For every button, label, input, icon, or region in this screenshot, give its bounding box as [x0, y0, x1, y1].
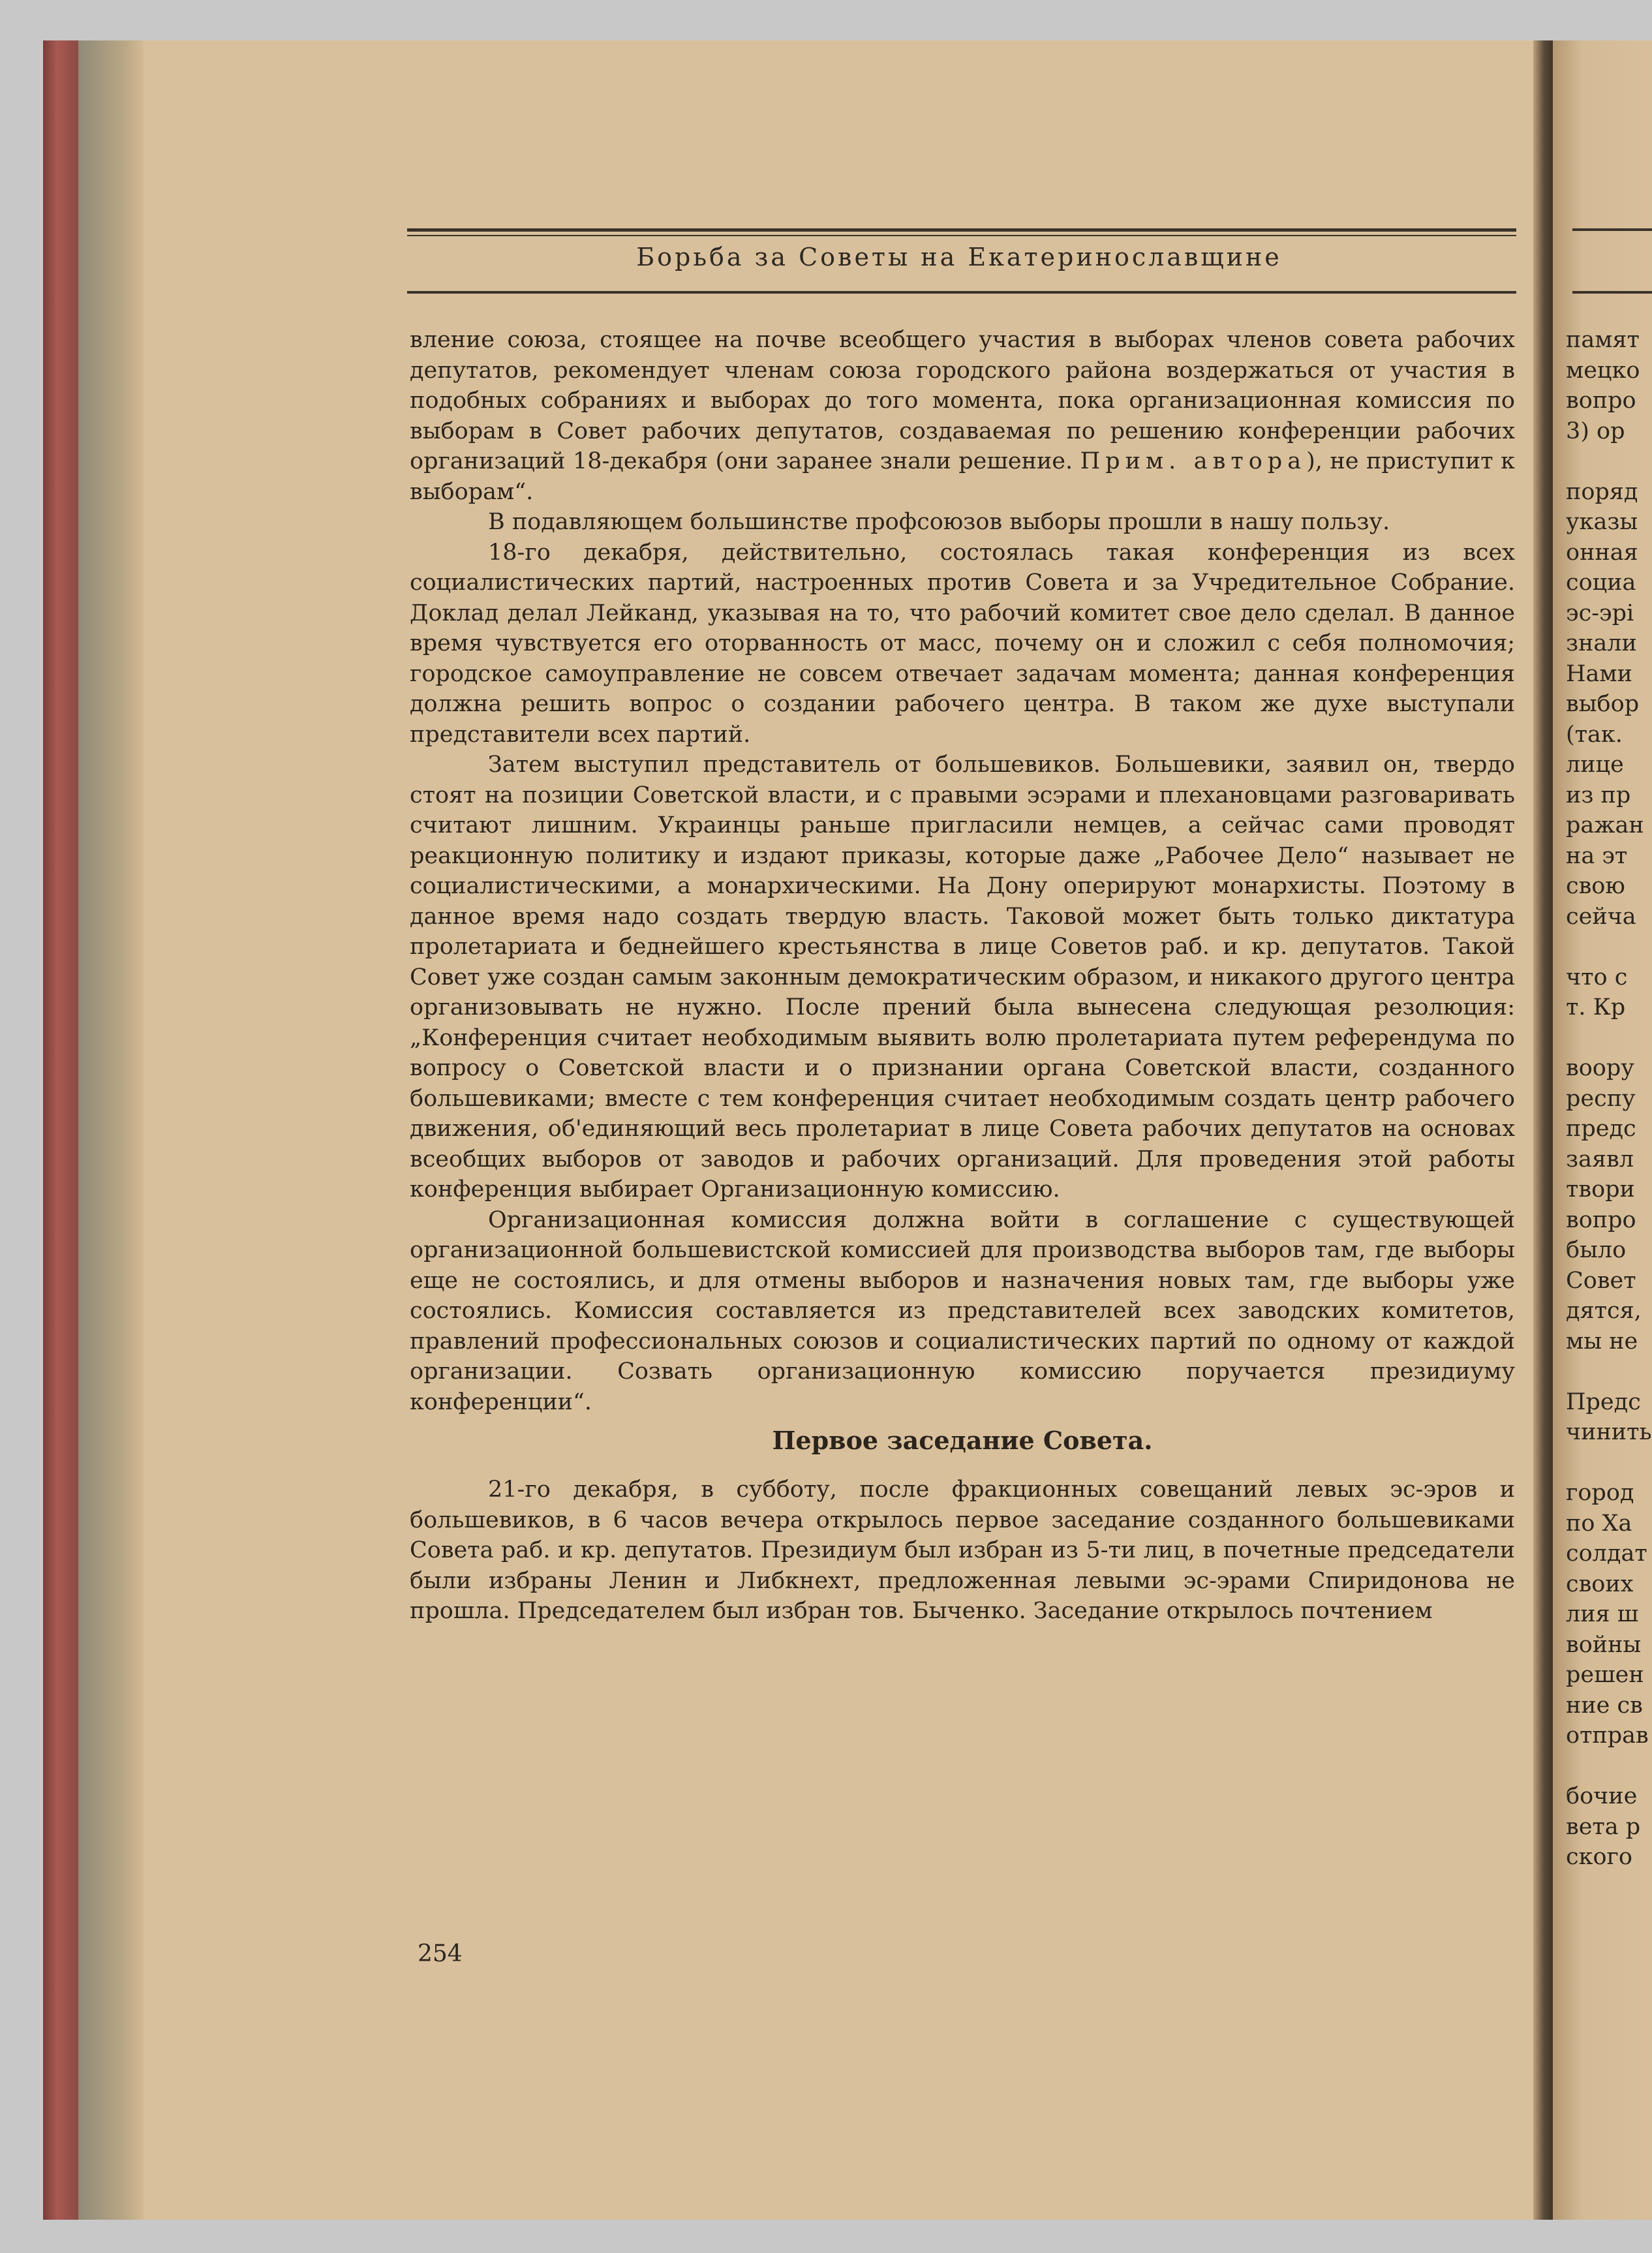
section-heading: Первое заседание Совета. [772, 1426, 1153, 1455]
facing-page-fragment: т. Кр [1566, 994, 1626, 1020]
facing-page-fragment: ского [1566, 1844, 1632, 1870]
facing-page-fragment: бочие [1566, 1783, 1638, 1809]
page-number: 254 [418, 1940, 463, 1967]
facing-page-fragment: ражан [1566, 812, 1644, 838]
facing-page-fragment: Предс [1566, 1388, 1641, 1415]
header-top-rule [407, 228, 1516, 232]
facing-page-fragment: город [1566, 1480, 1634, 1506]
facing-page-fragment: было [1566, 1237, 1627, 1263]
facing-page-fragment: из пр [1566, 782, 1631, 808]
paragraph-3: 18-го декабря, действительно, состоялась такая конференция из всех социалистических партий, настроенных против Совета и за Учредительное Собрание. Доклад делал Лейканд, указывая на то, что рабочий комитет свое дело сделал. В данное время чувствуется его оторванность от масс, почему он и сложил с себя полномочия; городское самоуправление не совсем отвечает задачам момента; данная конференция должна решить вопрос о создании рабочего центра. В таком же духе выступали представители всех партий. [410, 539, 1515, 748]
facing-page-fragment: твори [1566, 1176, 1635, 1203]
facing-page-fragment: вопро [1566, 388, 1636, 414]
facing-page-fragment: своих [1566, 1571, 1634, 1597]
facing-page-fragment: указы [1566, 509, 1638, 535]
facing-page-fragment [1566, 446, 1652, 477]
facing-header-rule [1572, 228, 1652, 231]
facing-page-fragment: знали [1566, 630, 1637, 656]
header-bottom-rule [407, 291, 1516, 294]
facing-page-fragment: (так. [1566, 721, 1623, 748]
facing-page-fragment: ние св [1566, 1692, 1643, 1719]
facing-page-fragment [1566, 1751, 1652, 1782]
facing-page-fragment [1566, 932, 1652, 962]
facing-page-fragment: лице [1566, 752, 1624, 778]
facing-page-fragment: войны [1566, 1631, 1642, 1658]
facing-page-fragment [1566, 1023, 1652, 1054]
facing-page-fragment: на эт [1566, 842, 1628, 869]
facing-page-fragment: заявл [1566, 1146, 1634, 1172]
facing-page-fragment: эс-эрі [1566, 600, 1634, 626]
paragraph-6: 21-го декабря, в субботу, после фракционных совещаний левых эс-эров и большевиков, в 6 часов вечера открылось первое заседание созданного большевиками Совета раб. и кр. депутатов. Президиум был избран из 5-ти лиц, в почетные председатели были избраны Ленин и Либкнехт, предложенная левыми эс-эрами Спиридонова не прошла. Председателем был избран тов. Быченко. Заседание открылось почтением [410, 1477, 1515, 1624]
facing-header-rule-bottom [1572, 291, 1652, 294]
facing-page-fragment: дятся, [1566, 1298, 1642, 1324]
facing-page-fragment: вопро [1566, 1206, 1636, 1233]
facing-page-fragment: Совет [1566, 1267, 1636, 1294]
paragraph-1: вление союза, стоящее на почве всеобщего участия в выборах членов совета рабочих депутатов, рекомендует членам союза городского района воздержаться от участия в подобных собраниях и выборах до того момента, пока организационная комиссия по выборам в Совет рабочих депутатов, создаваемая по решению конференции рабочих организаций 18-декабря (они заранее знали решение. Прим. автора), не приступит к выборам“. [410, 327, 1515, 505]
facing-page-fragment: чинить [1566, 1419, 1652, 1445]
facing-page-fragment: вета р [1566, 1813, 1641, 1840]
page-edge-shadow [78, 40, 144, 2220]
paragraph-2: В подавляющем большинстве профсоюзов выборы прошли в нашу пользу. [488, 509, 1390, 535]
facing-page-fragment: выбор [1566, 691, 1640, 717]
facing-page-fragment: решен [1566, 1662, 1644, 1688]
facing-page-fragment: онная [1566, 539, 1638, 566]
facing-page-fragment: отправ [1566, 1723, 1649, 1749]
facing-page-fragment: что с [1566, 964, 1628, 990]
paragraph-4: Затем выступил представитель от большевиков. Большевики, заявил он, твердо стоят на позиции Советской власти, и с правыми эсэрами и плехановцами разговаривать считают лишним. Украинцы раньше пригласили немцев, а сейчас сами проводят реакционную политику и издают приказы, которые даже „Рабочее Дело“ называет не социалистическими, а монархическими. На Дону оперируют монархисты. Поэтому в данное время надо создать твердую власть. Таковой может быть только диктатура пролетариата и беднейшего крестьянства в лице Советов раб. и кр. депутатов. Такой Совет уже создан самым законным демократическим образом, и никакого другого центра организовывать не нужно. После прений была вынесена следующая резолюция: „Конференция считает необходимым выявить волю пролетариата путем референдума по вопросу о Советской власти и о признании органа Советской власти, созданного большевиками; вместе с тем конференция считает необходимым создать центр рабочего движения, об'единяющий весь пролетариат в лице Совета рабочих депутатов на основах всеобщих выборов от заводов и рабочих организаций. Для проведения этой работы конференция выбирает Организационную комиссию. [410, 752, 1515, 1203]
facing-page-fragment: солдат [1566, 1540, 1647, 1567]
book-gutter [1533, 40, 1553, 2220]
facing-page-fragment: предс [1566, 1116, 1636, 1142]
facing-page-fragment: по Ха [1566, 1510, 1632, 1537]
facing-page-fragment: лия ш [1566, 1601, 1639, 1627]
paragraph-5: Организационная комиссия должна войти в соглашение с существующей организационной большевистской комиссией для производства выборов там, где выборы еще не состоялись, и для отмены выборов и назначения новых там, где выборы уже состоялись. Комиссия составляется из представителей всех заводских комитетов, правлений профессиональных союзов и социалистических партий по одному от каждой организации. Созвать организационную комиссию поручается президиуму конференции“. [410, 1206, 1515, 1415]
facing-page-fragment [1566, 1356, 1652, 1387]
facing-page-text-fragments [1566, 325, 1652, 1873]
author-note: Прим. автора [1080, 448, 1307, 474]
facing-page-fragment: Нами [1566, 660, 1632, 687]
running-header: Борьба за Советы на Екатеринославщине [636, 243, 1282, 271]
facing-page-fragment: воору [1566, 1055, 1634, 1081]
facing-page-fragment: свою [1566, 873, 1625, 899]
header-top-rule-thin [407, 235, 1516, 236]
facing-page-fragment: поряд [1566, 478, 1638, 505]
facing-page-fragment: респу [1566, 1085, 1636, 1112]
facing-page-fragment: социа [1566, 570, 1636, 596]
facing-page-fragment [1566, 1448, 1652, 1479]
main-text-column [410, 325, 1515, 1627]
book-cover-edge [43, 40, 78, 2220]
facing-page-fragment: сейча [1566, 903, 1636, 930]
facing-page-fragment: памят [1566, 327, 1640, 353]
facing-page-fragment: 3) ор [1566, 418, 1625, 444]
facing-page-fragment: мецко [1566, 357, 1640, 384]
facing-page-fragment: мы не [1566, 1328, 1638, 1355]
